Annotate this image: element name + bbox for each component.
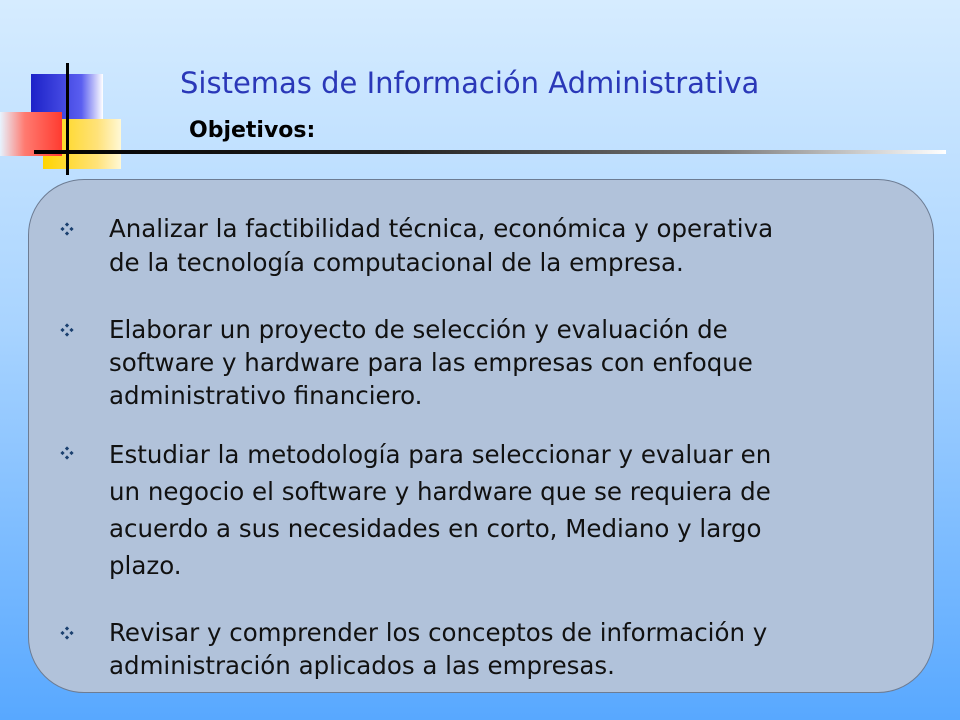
objective-item [60, 313, 753, 412]
objective-text: Analizar la factibilidad técnica, económica y operativa de la tecnología computacional de la empresa. [109, 214, 774, 277]
diamond-dots-bullet-icon [60, 446, 74, 460]
objective-item [60, 212, 773, 280]
slide-subtitle: Objetivos: [189, 118, 316, 143]
diamond-dots-bullet-icon [60, 323, 74, 337]
diamond-dots-bullet-icon [60, 626, 74, 640]
slide-title: Sistemas de Información Administrativa [180, 66, 760, 100]
objective-text: Elaborar un proyecto de selección y evaluación de software y hardware para las empresas con enfoque administrativo financiero. [109, 315, 753, 410]
logo-vertical-line [66, 63, 69, 175]
diamond-dots-bullet-icon [60, 222, 74, 236]
objective-item [60, 616, 767, 682]
title-divider [34, 150, 946, 154]
objective-text: Revisar y comprender los conceptos de información y administración aplicados a las empresas. [109, 618, 768, 680]
objective-item [60, 436, 771, 584]
objective-text: Estudiar la metodología para seleccionar y evaluar en un negocio el software y hardware que se requiera de acuerdo a sus necesidades en corto, Mediano y largo plazo. [109, 440, 772, 580]
